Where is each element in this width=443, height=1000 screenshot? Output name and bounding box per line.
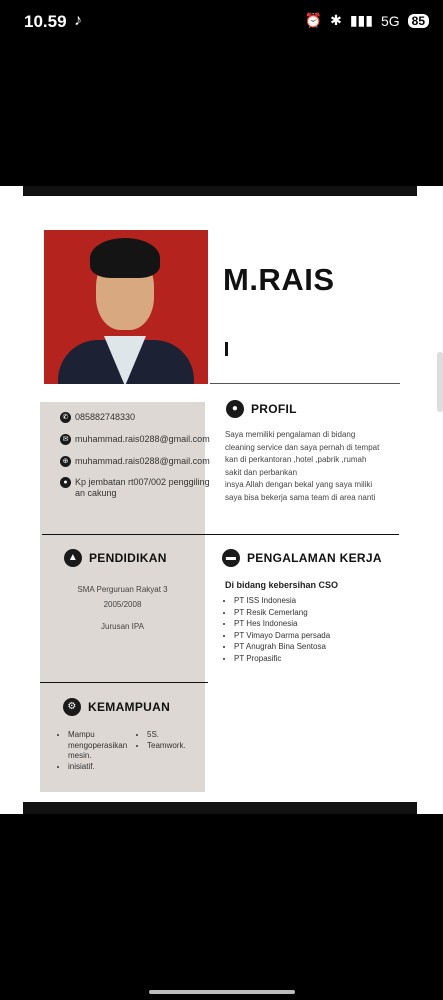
bottom-bar-decoration xyxy=(23,802,417,814)
section-divider-2 xyxy=(40,682,208,683)
gear-icon: ⚙ xyxy=(63,698,81,716)
home-indicator[interactable] xyxy=(149,990,295,994)
battery-badge: 85 xyxy=(408,14,429,28)
section-divider-1 xyxy=(42,534,399,535)
status-bar xyxy=(0,0,443,44)
text-cursor xyxy=(225,342,228,356)
scrollbar-thumb[interactable] xyxy=(437,352,443,412)
cv-document[interactable] xyxy=(0,186,443,814)
globe-icon: ⊕ xyxy=(60,456,71,467)
top-bar-decoration xyxy=(23,186,417,196)
user-icon: ● xyxy=(226,400,244,418)
network-label: 5G xyxy=(380,12,400,29)
list-item: • Mampu mengoperasikan mesin. xyxy=(68,730,148,762)
profil-text: Saya memiliki pengalaman di bidang cleaning service dan saya pernah di tempat kan di perkantoran ,hotel ,pabrik ,rumah sakit dan perbankan insya Allah dengan bekal yang saya miliki saya bisa bekerja sama team di area nanti xyxy=(225,430,380,502)
kemampuan-heading: ⚙ KEMAMPUAN xyxy=(63,698,170,716)
alarm-icon: ⏰ xyxy=(304,12,323,28)
list-item: • PT ISS Indonesia xyxy=(234,595,404,607)
signal-icon: ▮▮▮ xyxy=(349,12,373,28)
status-right xyxy=(305,12,429,29)
navigation-area xyxy=(0,814,443,1000)
profil-heading: ● PROFIL xyxy=(226,400,297,418)
pengalaman-subtitle: Di bidang kebersihan CSO xyxy=(225,580,339,590)
name-divider xyxy=(210,383,400,384)
contact-email: ✉ muhammad.rais0288@gmail.com xyxy=(60,434,210,445)
graduation-cap-icon: ▲ xyxy=(64,549,82,567)
kemampuan-list-2 xyxy=(137,730,212,751)
tiktok-icon: ♪ xyxy=(74,12,82,29)
pendidikan-major: Jurusan IPA xyxy=(101,622,144,631)
list-item: • PT Propasific xyxy=(234,653,404,665)
contact-web: ⊕ muhammad.rais0288@gmail.com xyxy=(60,456,210,467)
pendidikan-heading: ▲ PENDIDIKAN xyxy=(64,549,167,567)
list-item: • PT Anugrah Bina Sentosa xyxy=(234,641,404,653)
contact-address: ● Kp jembatan rt007/002 penggilingan cakung xyxy=(60,477,210,499)
bluetooth-icon: ✱ xyxy=(330,12,342,28)
location-icon: ● xyxy=(60,477,71,488)
pendidikan-school: SMA Perguruan Rakyat 3 xyxy=(77,585,168,594)
pengalaman-list xyxy=(224,595,404,665)
list-item: • 5S. xyxy=(147,730,212,741)
cv-name: M.RAIS xyxy=(223,262,335,297)
status-time: 10.59 xyxy=(24,12,67,31)
list-item: • inisiatif. xyxy=(68,762,148,773)
pengalaman-heading: ▬ PENGALAMAN KERJA xyxy=(222,549,382,567)
list-item: • PT Vimayo Darma persada xyxy=(234,630,404,642)
pendidikan-years: 2005/2008 xyxy=(103,600,142,609)
profile-photo xyxy=(44,230,208,384)
phone-icon: ✆ xyxy=(60,412,71,423)
list-item: • PT Resik Cemerlang xyxy=(234,607,404,619)
briefcase-icon: ▬ xyxy=(222,549,240,567)
email-icon: ✉ xyxy=(60,434,71,445)
list-item: • Teamwork. xyxy=(147,741,212,752)
contact-phone: ✆ 085882748330 xyxy=(60,412,210,423)
list-item: • PT Hes Indonesia xyxy=(234,618,404,630)
